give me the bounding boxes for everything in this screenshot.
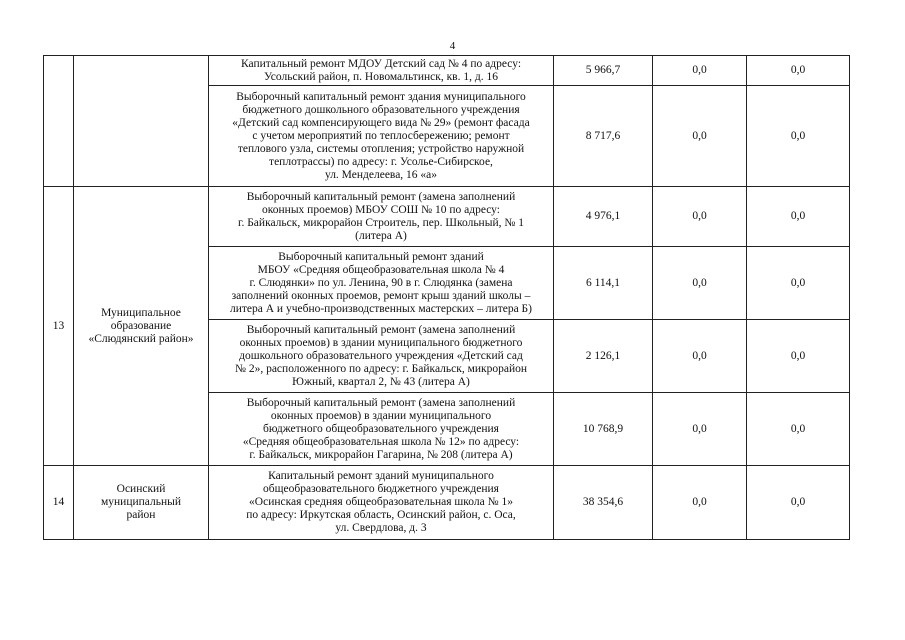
value-cell: 0,0	[653, 320, 747, 393]
value-cell: 0,0	[653, 187, 747, 247]
work-description-cell: Выборочный капитальный ремонт (замена заполнений оконных проемов) МБОУ СОШ № 10 по адресу: г. Байкальск, микрорайон Строитель, пер. Школьный, № 1 (литера А)	[209, 187, 554, 247]
value-cell: 0,0	[653, 393, 747, 466]
table-row	[44, 466, 850, 540]
value-cell: 0,0	[747, 56, 850, 86]
value-cell: 0,0	[747, 320, 850, 393]
work-description-cell: Капитальный ремонт МДОУ Детский сад № 4 по адресу: Усольский район, п. Новомальтинск, кв. 1, д. 16	[209, 56, 554, 86]
amount-cell: 8 717,6	[554, 86, 653, 187]
work-description-cell: Капитальный ремонт зданий муниципального общеобразовательного бюджетного учреждения «Осинская средняя общеобразовательная школа № 1» по адресу: Иркутская область, Осинский район, с. Оса, ул. Свердлова, д. 3	[209, 466, 554, 540]
amount-cell: 2 126,1	[554, 320, 653, 393]
municipality-cell	[74, 56, 209, 187]
table-row	[44, 187, 850, 247]
work-description-cell: Выборочный капитальный ремонт здания муниципального бюджетного дошкольного образовательного учреждения «Детский сад компенсирующего вида № 29» (ремонт фасада с учетом мероприятий по теплосбережению; ремонт теплового узла, системы отопления; устройство наружной теплотрассы) по адресу: г. Усолье-Сибирское, ул. Менделеева, 16 «а»	[209, 86, 554, 187]
row-number-cell: 13	[44, 187, 74, 466]
value-cell: 0,0	[747, 86, 850, 187]
row-number-cell	[44, 56, 74, 187]
municipality-cell: Осинский муниципальный район	[74, 466, 209, 540]
page-number: 4	[449, 40, 456, 52]
value-cell: 0,0	[653, 466, 747, 540]
amount-cell: 6 114,1	[554, 247, 653, 320]
value-cell: 0,0	[747, 247, 850, 320]
value-cell: 0,0	[653, 86, 747, 187]
value-cell: 0,0	[747, 187, 850, 247]
value-cell: 0,0	[653, 56, 747, 86]
budget-table	[43, 55, 850, 540]
value-cell: 0,0	[747, 393, 850, 466]
amount-cell: 10 768,9	[554, 393, 653, 466]
work-description-cell: Выборочный капитальный ремонт (замена заполнений оконных проемов) в здании муниципального бюджетного дошкольного образовательного учреждения «Детский сад № 2», расположенного по адресу: г. Байкальск, микрорайон Южный, квартал 2, № 43 (литера А)	[209, 320, 554, 393]
municipality-cell: Муниципальное образование «Слюдянский район»	[74, 187, 209, 466]
value-cell: 0,0	[747, 466, 850, 540]
row-number-cell: 14	[44, 466, 74, 540]
amount-cell: 4 976,1	[554, 187, 653, 247]
amount-cell: 5 966,7	[554, 56, 653, 86]
work-description-cell: Выборочный капитальный ремонт зданий МБОУ «Средняя общеобразовательная школа № 4 г. Слюдянки» по ул. Ленина, 90 в г. Слюдянка (замена заполнений оконных проемов, ремонт крыш зданий школы – литера А и учебно-производственных мастерских – литера Б)	[209, 247, 554, 320]
amount-cell: 38 354,6	[554, 466, 653, 540]
table-row	[44, 56, 850, 86]
work-description-cell: Выборочный капитальный ремонт (замена заполнений оконных проемов) в здании муниципального бюджетного общеобразовательного учреждения «Средняя общеобразовательная школа № 12» по адресу: г. Байкальск, микрорайон Гагарина, № 208 (литера А)	[209, 393, 554, 466]
value-cell: 0,0	[653, 247, 747, 320]
